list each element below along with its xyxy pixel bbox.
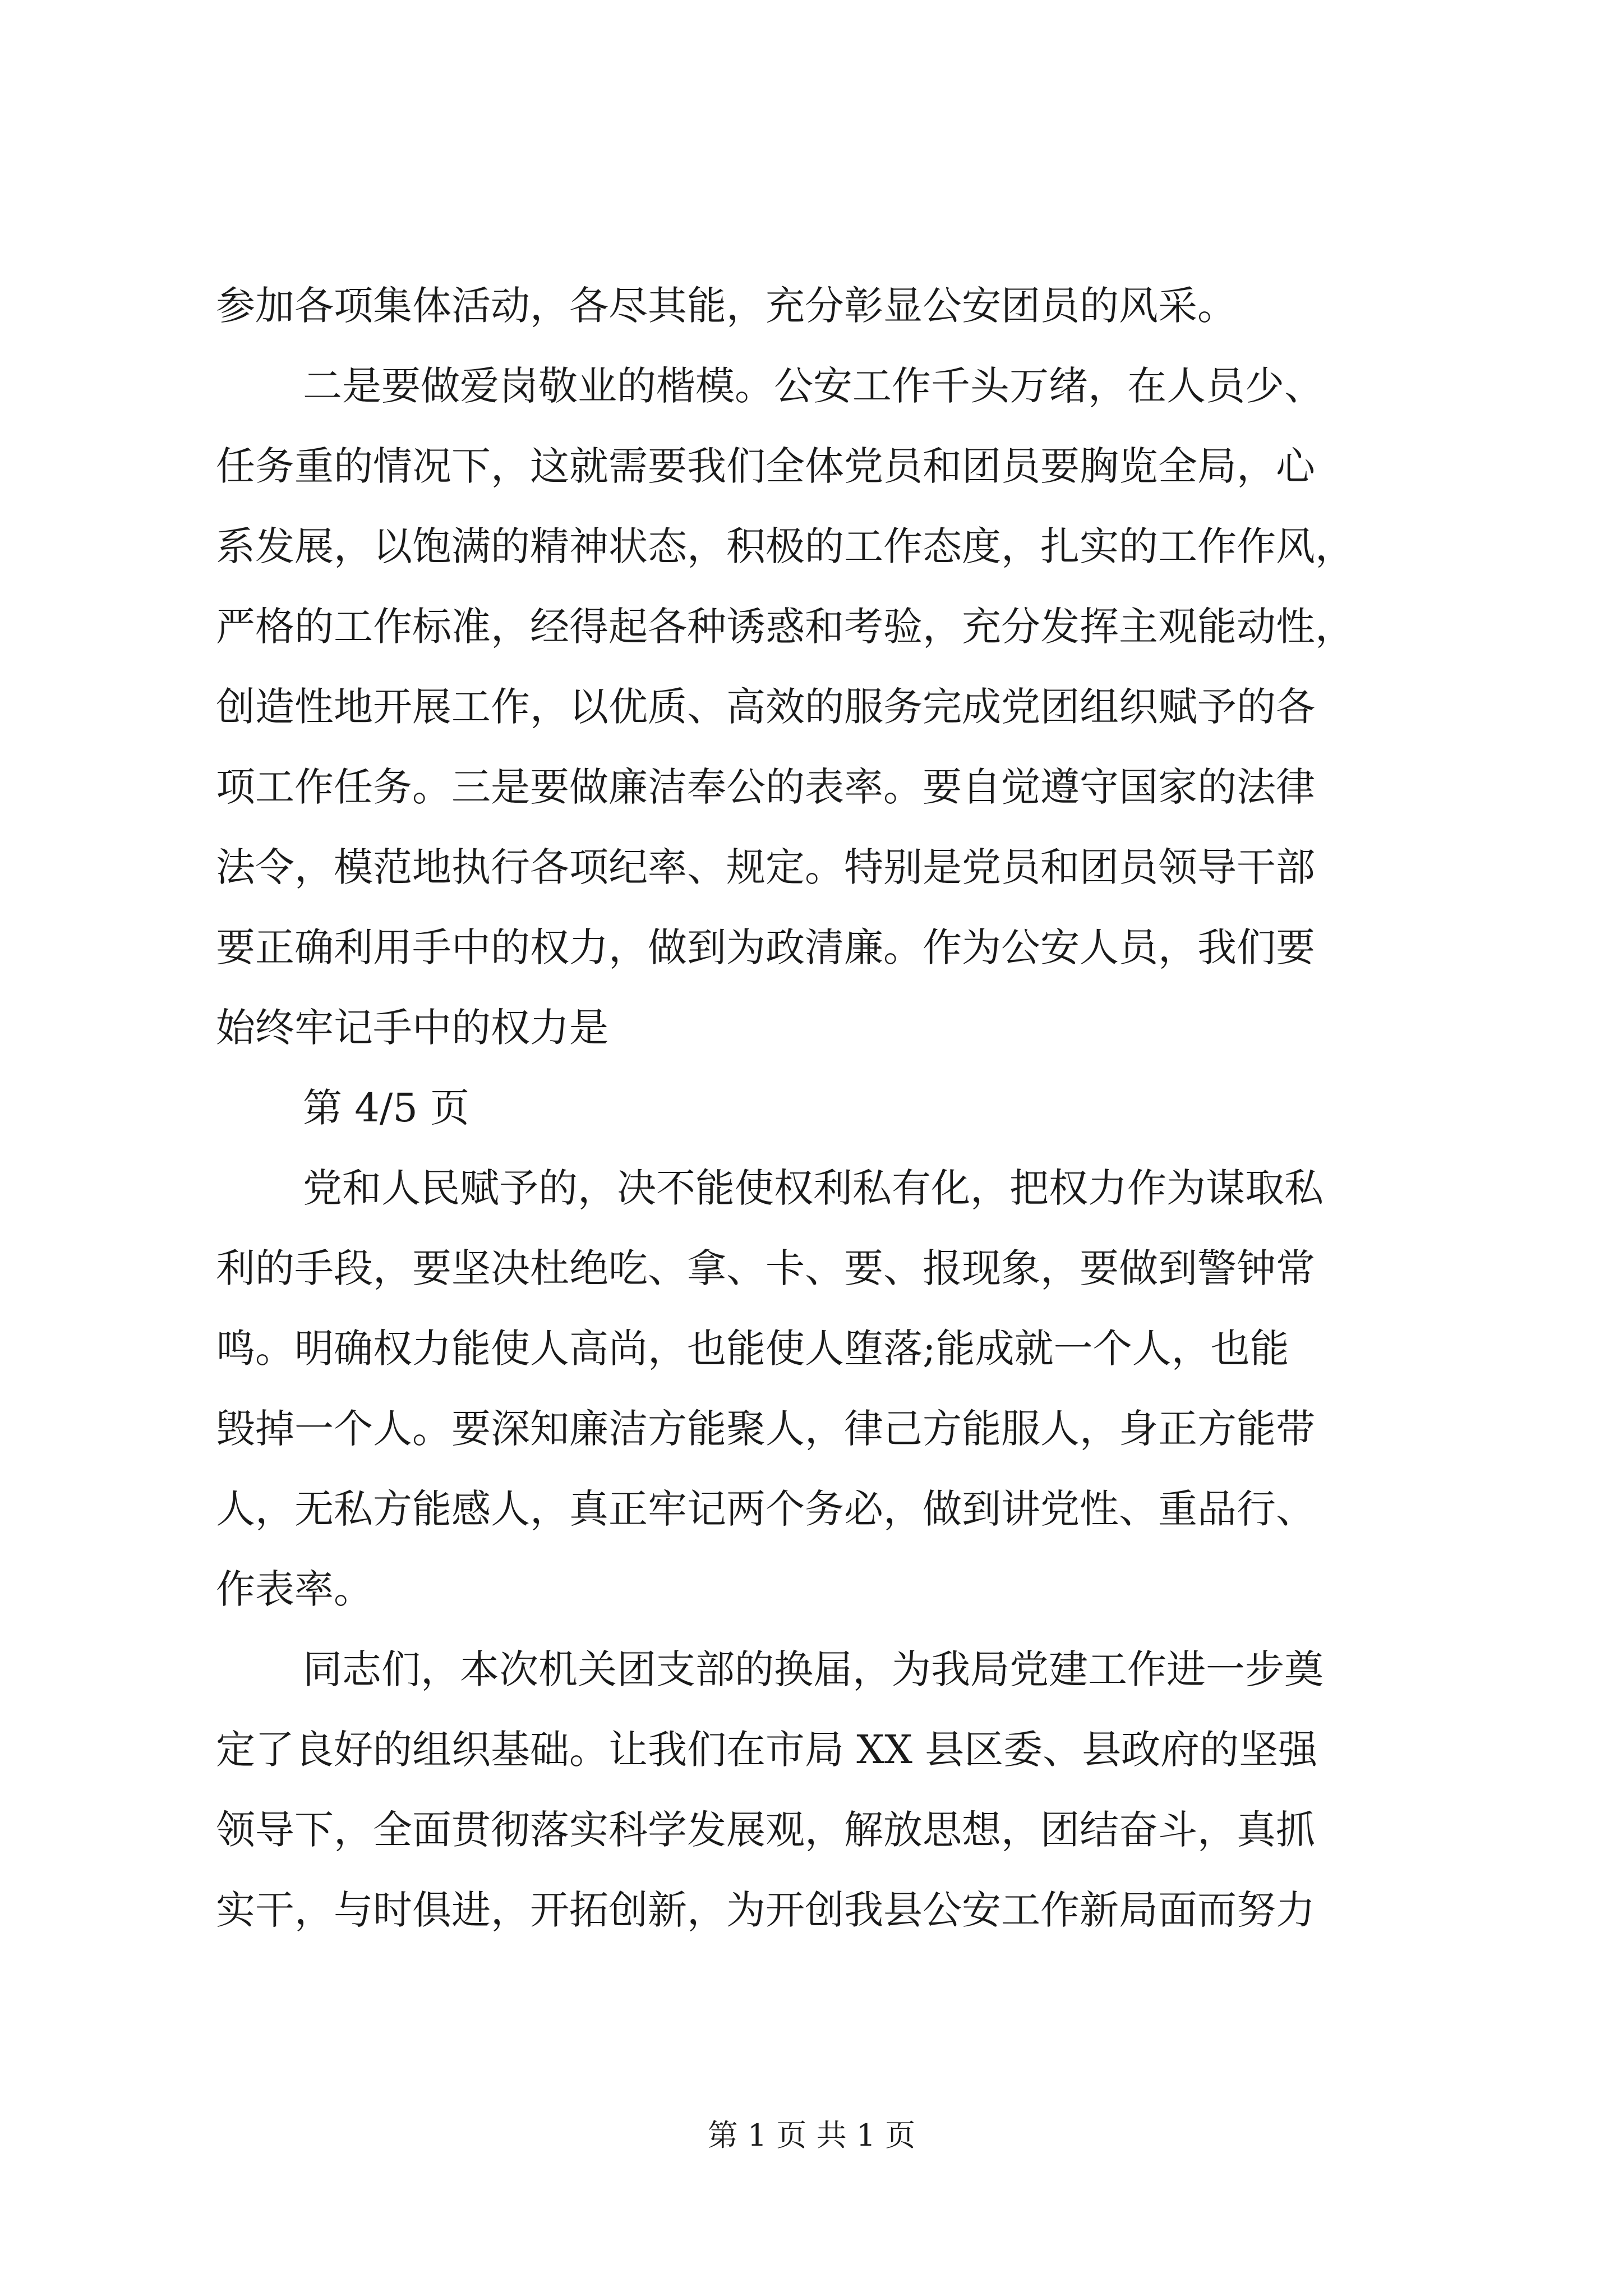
text-line: 系发展，以饱满的精神状态，积极的工作态度，扎实的工作作风， <box>216 523 1354 569</box>
text-line: 严格的工作标准，经得起各种诱惑和考验，充分发挥主观能动性， <box>216 604 1354 650</box>
paragraph-start-line: 同志们，本次机关团支部的换届，为我局党建工作进一步奠 <box>303 1646 1324 1692</box>
text-line: 始终牢记手中的权力是 <box>216 1005 608 1051</box>
page-marker: 第 4/5 页 <box>303 1085 470 1131</box>
text-line: 法令，模范地执行各项纪率、规定。特别是党员和团员领导干部 <box>216 844 1315 890</box>
text-line: 领导下，全面贯彻落实科学发展观，解放思想，团结奋斗，真抓 <box>216 1807 1315 1853</box>
text-line: 任务重的情况下，这就需要我们全体党员和团员要胸览全局，心 <box>216 443 1315 489</box>
text-line: 毁掉一个人。要深知廉洁方能聚人，律己方能服人，身正方能带 <box>216 1406 1315 1452</box>
text-line: 利的手段，要坚决杜绝吃、拿、卡、要、报现象，要做到警钟常 <box>216 1245 1315 1291</box>
page-footer: 第 1 页 共 1 页 <box>707 2118 916 2153</box>
text-line: 定了良好的组织基础。让我们在市局 XX 县区委、县政府的坚强 <box>216 1727 1318 1773</box>
text-line: 要正确利用手中的权力，做到为政清廉。作为公安人员，我们要 <box>216 924 1315 970</box>
text-line: 项工作任务。三是要做廉洁奉公的表率。要自觉遵守国家的法律 <box>216 764 1315 810</box>
paragraph-start-line: 党和人民赋予的，决不能使权利私有化，把权力作为谋取私 <box>303 1165 1324 1211</box>
text-line: 创造性地开展工作，以优质、高效的服务完成党团组织赋予的各 <box>216 684 1315 730</box>
text-line: 鸣。明确权力能使人高尚，也能使人堕落;能成就一个人，也能 <box>216 1326 1289 1372</box>
text-line: 人，无私方能感人，真正牢记两个务必，做到讲党性、重品行、 <box>216 1486 1315 1532</box>
text-line: 参加各项集体活动，各尽其能，充分彰显公安团员的风采。 <box>216 283 1237 329</box>
text-line: 作表率。 <box>216 1566 373 1612</box>
text-line: 实干，与时俱进，开拓创新，为开创我县公安工作新局面而努力 <box>216 1887 1315 1933</box>
paragraph-start-line: 二是要做爱岗敬业的楷模。公安工作千头万绪，在人员少、 <box>303 363 1324 409</box>
